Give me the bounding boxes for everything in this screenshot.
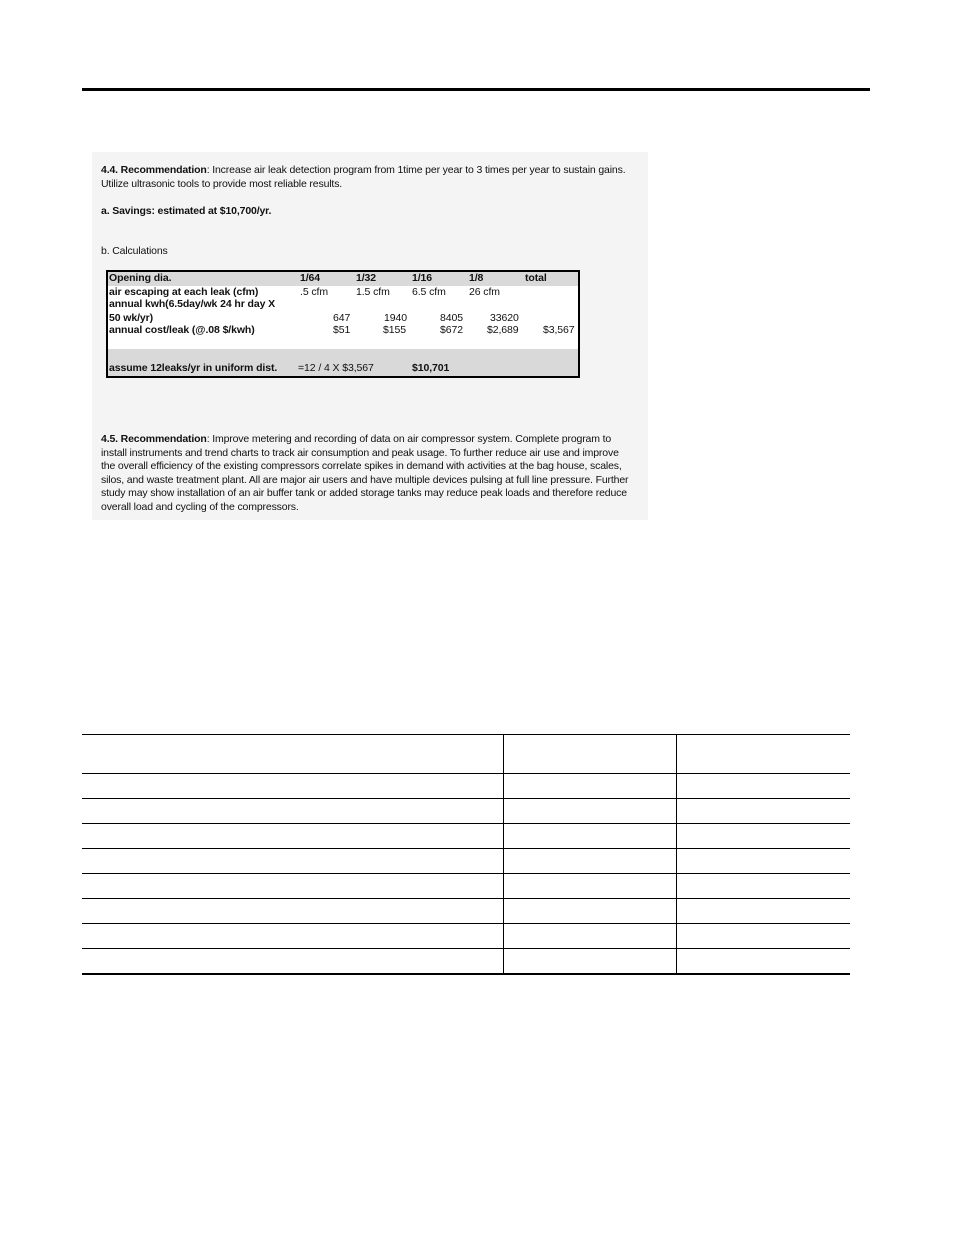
calc-assume-label: assume 12leaks/yr in uniform dist.: [109, 362, 278, 374]
table-cell: [82, 799, 503, 824]
table-cell: [676, 735, 850, 774]
table-cell: [503, 899, 676, 924]
table-cell: [676, 874, 850, 899]
table-cell: [676, 949, 850, 975]
calc-header-cell: 1/64: [300, 272, 321, 284]
calc-cell: $2,689: [487, 324, 519, 336]
calc-cell: $51: [333, 324, 351, 336]
table-cell: [503, 924, 676, 949]
recommendation-4-5: [101, 433, 631, 515]
calc-assume-formula: =12 / 4 X $3,567: [298, 362, 374, 374]
recommendation-4-5-heading: 4.5. Recommendation: [101, 433, 207, 445]
table-row: [82, 849, 850, 874]
calc-cell: $155: [383, 324, 406, 336]
calculation-table: [106, 270, 580, 378]
table-cell: [676, 849, 850, 874]
table-cell: [503, 824, 676, 849]
empty-grid-table: [82, 734, 850, 975]
table-cell: [676, 899, 850, 924]
calc-header-cell: 1/8: [469, 272, 484, 284]
table-row: [82, 949, 850, 975]
table-header-row: [82, 735, 850, 774]
table-cell: [503, 774, 676, 799]
calc-cell: 26 cfm: [469, 286, 500, 298]
calc-cell: .5 cfm: [300, 286, 328, 298]
calc-header-band: [108, 272, 578, 286]
table-cell: [82, 774, 503, 799]
calc-header-cell: total: [525, 272, 547, 284]
table-row: [82, 874, 850, 899]
calc-cell: 1940: [384, 312, 407, 324]
calc-row-label: annual cost/leak (@.08 $/kwh): [109, 324, 255, 336]
recommendation-4-4: [101, 164, 641, 191]
calc-cell: $672: [440, 324, 463, 336]
calc-cell: 6.5 cfm: [412, 286, 446, 298]
calculations-heading: b. Calculations: [101, 245, 168, 257]
table-cell: [503, 735, 676, 774]
table-cell: [82, 924, 503, 949]
calc-row-label: 50 wk/yr): [109, 312, 154, 324]
table-row: [82, 899, 850, 924]
savings-line: a. Savings: estimated at $10,700/yr.: [101, 205, 272, 217]
table-cell: [676, 799, 850, 824]
table-cell: [82, 849, 503, 874]
calc-cell: 33620: [490, 312, 519, 324]
calc-header-label: Opening dia.: [109, 272, 172, 284]
table-cell: [82, 824, 503, 849]
calc-cell: $3,567: [543, 324, 575, 336]
table-cell: [503, 799, 676, 824]
table-cell: [503, 849, 676, 874]
table-cell: [82, 735, 503, 774]
recommendation-4-4-text: : Increase air leak detection program from 1time per year to 3 times per year to sustain gains. Utilize ultrasonic tools to provide most reliable results.: [101, 164, 626, 190]
table-cell: [676, 924, 850, 949]
calc-cell: 1.5 cfm: [356, 286, 390, 298]
recommendation-4-4-heading: 4.4. Recommendation: [101, 164, 207, 176]
calc-row-label: air escaping at each leak (cfm): [109, 286, 259, 298]
calc-row-label: annual kwh(6.5day/wk 24 hr day X: [109, 298, 276, 310]
table-row: [82, 924, 850, 949]
table-cell: [503, 949, 676, 975]
calc-cell: 8405: [440, 312, 463, 324]
calc-header-cell: 1/32: [356, 272, 377, 284]
table-row: [82, 824, 850, 849]
calc-header-cell: 1/16: [412, 272, 433, 284]
table-row: [82, 774, 850, 799]
table-cell: [676, 824, 850, 849]
table-cell: [82, 899, 503, 924]
calc-cell: 647: [333, 312, 351, 324]
table-cell: [82, 949, 503, 975]
table-cell: [676, 774, 850, 799]
recommendation-4-5-text: : Improve metering and recording of data on air compressor system. Complete program to install instruments and trend charts to track air consumption and peak usage. To further reduce air use and improve the overall efficiency of the existing compressors correlate spikes in demand with activities at the bag house, scales, silos, and waste treatment plant. All are major air users and have multiple devices pulsing at full line pressure. Further study may show installation of an air buffer tank or added storage tanks may reduce peak loads and therefore reduce overall load and cycling of the compressors.: [101, 433, 629, 513]
table-row: [82, 799, 850, 824]
top-rule: [82, 88, 870, 91]
table-cell: [503, 874, 676, 899]
table-cell: [82, 874, 503, 899]
calc-assume-total: $10,701: [412, 362, 450, 374]
